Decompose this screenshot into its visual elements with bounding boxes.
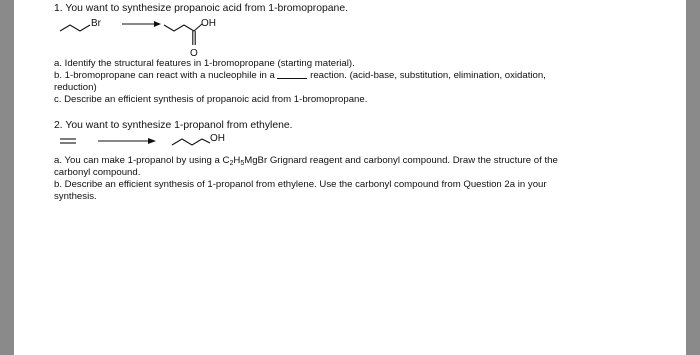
answer-blank (277, 70, 307, 79)
reactant-br-label: Br (91, 18, 101, 29)
q1-part-c: c. Describe an efficient synthesis of propanoic acid from 1-bromopropane. (54, 94, 368, 105)
reaction-arrow-1 (120, 19, 162, 29)
q2-part-a: a. You can make 1-propanol by using a $C_2H_5MgBr$ Grignard reagent and carbonyl compound. Draw the structure of the (54, 155, 558, 167)
reaction-arrow-2 (96, 136, 162, 146)
ethylene-structure (58, 134, 82, 148)
propanol-structure (170, 128, 240, 152)
q2-part-b-cont: synthesis. (54, 191, 97, 202)
document-page (14, 0, 686, 355)
q1-part-a: a. Identify the structural features in 1-bromopropane (starting material). (54, 58, 355, 69)
bromopropane-structure (58, 14, 118, 36)
q1-part-b-cont: reduction) (54, 82, 97, 93)
propanol-oh-label: OH (210, 133, 225, 144)
q1-part-b (54, 70, 546, 82)
propanoic-acid-structure (162, 13, 222, 57)
product-o-label: O (190, 48, 198, 59)
q2-part-a-cont: carbonyl compound. (54, 167, 141, 178)
q2-title: 2. You want to synthesize 1-propanol from ethylene. (54, 120, 293, 131)
q2-part-b: b. Describe an efficient synthesis of 1-propanol from ethylene. Use the carbonyl compound from Question 2a in your (54, 179, 547, 190)
product-oh-label: OH (201, 18, 216, 29)
q1-title: 1. You want to synthesize propanoic acid from 1-bromopropane. (54, 3, 349, 14)
q1-part-b-post: reaction. (acid-base, substitution, elimination, oxidation, (310, 70, 546, 81)
q1-part-b-pre: b. 1-bromopropane can react with a nucleophile in a (54, 70, 275, 81)
